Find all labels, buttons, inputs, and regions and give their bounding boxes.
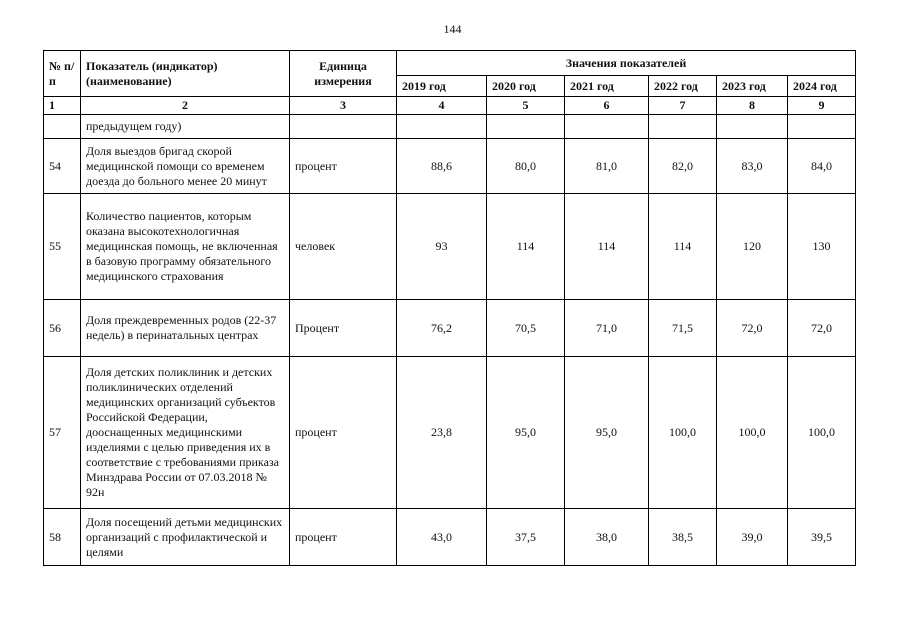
column-number: 8 — [717, 97, 788, 115]
value-cell — [487, 115, 565, 139]
indicator-name: Доля выездов бригад скорой медицинской помощи со временем доезда до больного менее 20 минут — [81, 139, 290, 194]
value-cell: 81,0 — [565, 139, 649, 194]
table-row — [44, 357, 856, 509]
unit-cell: процент — [290, 139, 397, 194]
value-cell: 93 — [397, 194, 487, 300]
value-cell: 76,2 — [397, 300, 487, 357]
value-cell: 95,0 — [487, 357, 565, 509]
value-cell: 95,0 — [565, 357, 649, 509]
value-cell — [565, 115, 649, 139]
value-cell: 88,6 — [397, 139, 487, 194]
header-values-group: Значения показателей — [397, 51, 856, 76]
value-cell: 82,0 — [649, 139, 717, 194]
column-number: 7 — [649, 97, 717, 115]
value-cell: 38,0 — [565, 509, 649, 566]
value-cell — [649, 115, 717, 139]
column-number-row — [44, 97, 856, 115]
row-number: 58 — [44, 509, 81, 566]
value-cell: 37,5 — [487, 509, 565, 566]
value-cell: 100,0 — [788, 357, 856, 509]
value-cell: 23,8 — [397, 357, 487, 509]
header-year: 2022 год — [649, 76, 717, 97]
value-cell: 39,0 — [717, 509, 788, 566]
column-number: 3 — [290, 97, 397, 115]
header-year: 2021 год — [565, 76, 649, 97]
indicators-table — [43, 50, 856, 566]
header-unit: Единица измерения — [290, 51, 397, 97]
row-number: 54 — [44, 139, 81, 194]
unit-cell: человек — [290, 194, 397, 300]
column-number: 9 — [788, 97, 856, 115]
value-cell: 39,5 — [788, 509, 856, 566]
unit-cell — [290, 115, 397, 139]
unit-cell: процент — [290, 509, 397, 566]
value-cell: 130 — [788, 194, 856, 300]
table-row — [44, 194, 856, 300]
indicator-name: Доля детских поликлиник и детских поликлинических отделений медицинских организаций субъектов Российской Федерации, дооснащенных медицинскими изделиями с целью приведения их в соответствие с требованиями приказа Минздрава России от 07.03.2018 № 92н — [81, 357, 290, 509]
row-number: 55 — [44, 194, 81, 300]
indicator-name: предыдущем году) — [81, 115, 290, 139]
row-number — [44, 115, 81, 139]
column-number: 5 — [487, 97, 565, 115]
header-year: 2024 год — [788, 76, 856, 97]
header-indicator: Показатель (индикатор) (наименование) — [81, 51, 290, 97]
value-cell: 114 — [649, 194, 717, 300]
header-num: № п/п — [44, 51, 81, 97]
indicator-name: Доля посещений детьми медицинских организаций с профилактической и целями — [81, 509, 290, 566]
header-year: 2020 год — [487, 76, 565, 97]
table-row — [44, 509, 856, 566]
header-row-1 — [44, 51, 856, 76]
value-cell: 71,5 — [649, 300, 717, 357]
value-cell — [788, 115, 856, 139]
value-cell: 72,0 — [717, 300, 788, 357]
value-cell: 38,5 — [649, 509, 717, 566]
page-number: 144 — [443, 22, 462, 36]
value-cell: 114 — [565, 194, 649, 300]
value-cell — [717, 115, 788, 139]
value-cell: 43,0 — [397, 509, 487, 566]
table-row — [44, 139, 856, 194]
value-cell: 120 — [717, 194, 788, 300]
column-number: 6 — [565, 97, 649, 115]
indicator-name: Количество пациентов, которым оказана высокотехнологичная медицинская помощь, не включенная в базовую программу обязательного медицинского страхования — [81, 194, 290, 300]
header-year: 2019 год — [397, 76, 487, 97]
indicator-name: Доля преждевременных родов (22-37 недель) в перинатальных центрах — [81, 300, 290, 357]
unit-cell: Процент — [290, 300, 397, 357]
column-number: 4 — [397, 97, 487, 115]
value-cell: 72,0 — [788, 300, 856, 357]
value-cell: 80,0 — [487, 139, 565, 194]
header-year: 2023 год — [717, 76, 788, 97]
unit-cell: процент — [290, 357, 397, 509]
value-cell: 84,0 — [788, 139, 856, 194]
value-cell: 100,0 — [717, 357, 788, 509]
value-cell: 83,0 — [717, 139, 788, 194]
value-cell — [397, 115, 487, 139]
column-number: 2 — [81, 97, 290, 115]
value-cell: 100,0 — [649, 357, 717, 509]
value-cell: 71,0 — [565, 300, 649, 357]
value-cell: 70,5 — [487, 300, 565, 357]
value-cell: 114 — [487, 194, 565, 300]
table-row — [44, 115, 856, 139]
table-row — [44, 300, 856, 357]
column-number: 1 — [44, 97, 81, 115]
row-number: 56 — [44, 300, 81, 357]
row-number: 57 — [44, 357, 81, 509]
